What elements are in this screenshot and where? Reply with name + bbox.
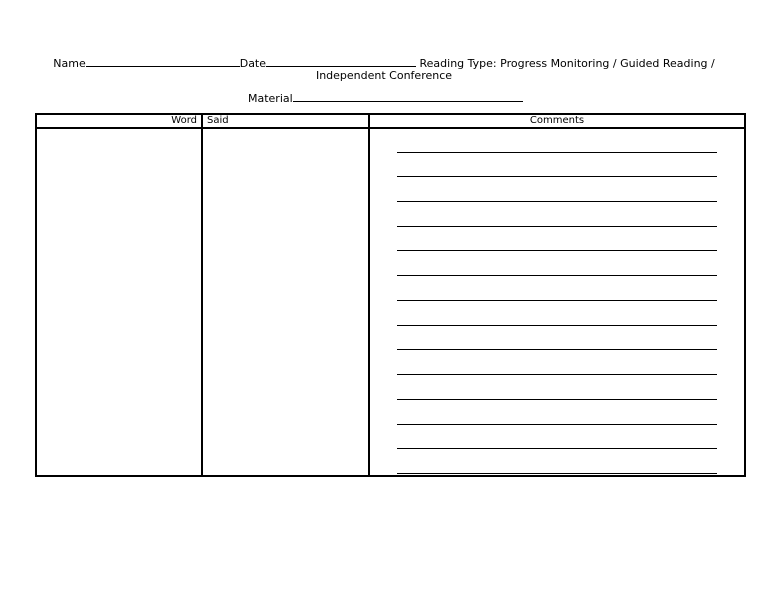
- column-header-comments: Comments: [529, 115, 585, 126]
- material-line: [248, 91, 523, 105]
- comment-line[interactable]: [397, 448, 717, 449]
- comment-line[interactable]: [397, 325, 717, 326]
- comment-line[interactable]: [397, 176, 717, 177]
- column-divider-word-said: [201, 115, 203, 475]
- comment-line[interactable]: [397, 473, 717, 474]
- date-blank[interactable]: [266, 56, 416, 67]
- reading-type-continued: Independent Conference: [315, 69, 453, 82]
- column-divider-said-comments: [368, 115, 370, 475]
- column-header-said: Said: [207, 115, 229, 126]
- reading-type-label: Reading Type: Progress Monitoring / Guided Reading /: [419, 57, 715, 70]
- reading-record-table: [35, 113, 746, 477]
- comment-line[interactable]: [397, 424, 717, 425]
- comment-line[interactable]: [397, 300, 717, 301]
- material-label: Material: [248, 92, 293, 105]
- name-label: Name: [53, 57, 86, 70]
- column-header-word: Word: [171, 115, 197, 126]
- header-line: [0, 56, 768, 70]
- comment-line[interactable]: [397, 349, 717, 350]
- name-blank[interactable]: [86, 56, 240, 67]
- comment-line[interactable]: [397, 152, 717, 153]
- comment-line[interactable]: [397, 275, 717, 276]
- header-row-divider: [37, 127, 744, 129]
- comment-line[interactable]: [397, 250, 717, 251]
- comment-line[interactable]: [397, 226, 717, 227]
- comment-line[interactable]: [397, 201, 717, 202]
- comment-line[interactable]: [397, 399, 717, 400]
- comment-line[interactable]: [397, 374, 717, 375]
- date-label: Date: [239, 57, 267, 70]
- material-blank[interactable]: [293, 91, 523, 102]
